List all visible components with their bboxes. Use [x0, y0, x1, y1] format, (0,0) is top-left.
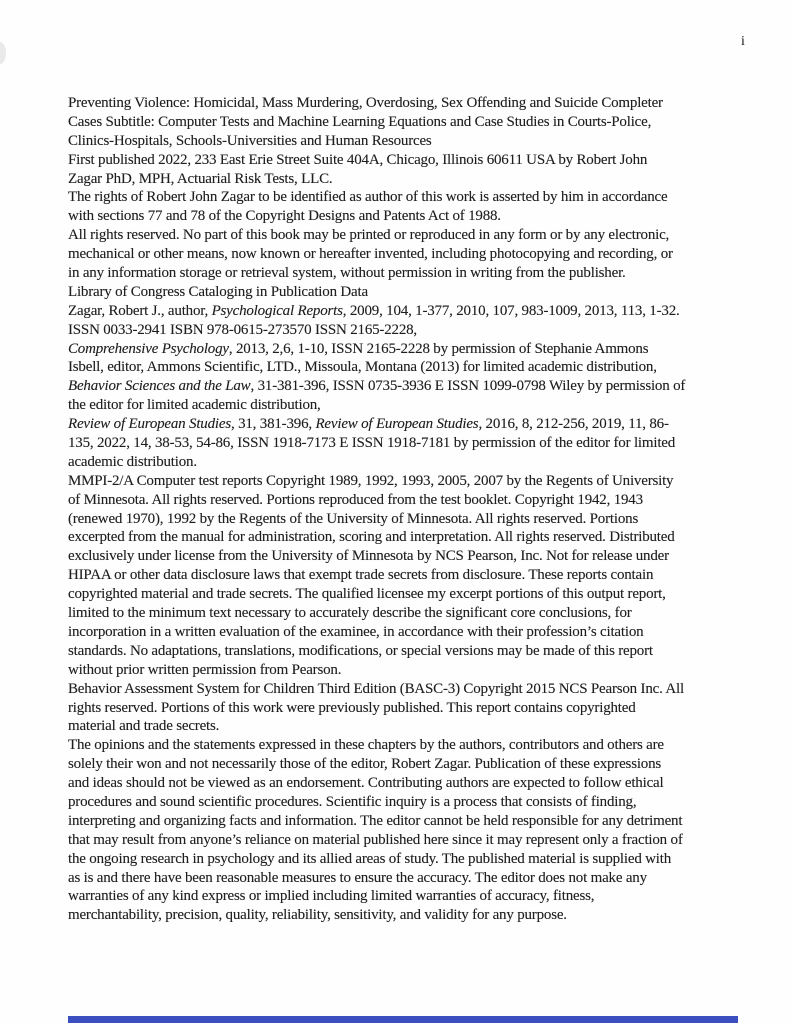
text-line: Cases Subtitle: Computer Tests and Machine Learning Equations and Case Studies in Courts-Police, — [68, 113, 652, 130]
text-line: rights reserved. Portions of this work were previously published. This report contains copyrighted — [68, 699, 636, 716]
text-line: the editor for limited academic distribution, — [68, 397, 321, 414]
text-line: standards. No adaptations, translations, modifications, or special versions may be made of this report — [68, 642, 653, 659]
text-line: Clinics-Hospitals, Schools-Universities and Human Resources — [68, 132, 432, 149]
journal-title-italic: Review of European Studies — [315, 416, 479, 433]
text-line: (renewed 1970), 1992 by the Regents of the University of Minnesota. All rights reserved. Portions — [68, 510, 639, 527]
text-line: of Minnesota. All rights reserved. Portions reproduced from the test booklet. Copyright 1942, 1943 — [68, 491, 643, 508]
text-line: warranties of any kind express or implied including limited warranties of accuracy, fitness, — [68, 888, 595, 905]
text-line: and ideas should not be viewed as an endorsement. Contributing authors are expected to follow ethical — [68, 775, 664, 792]
text-line: The opinions and the statements expressed in these chapters by the authors, contributors and others are — [68, 737, 664, 754]
text-line: copyrighted material and trade secrets. The qualified licensee my excerpt portions of this output report, — [68, 586, 666, 603]
text-line: solely their won and not necessarily those of the editor, Robert Zagar. Publication of these expressions — [68, 756, 662, 773]
text-line: MMPI-2/A Computer test reports Copyright 1989, 1992, 1993, 2005, 2007 by the Regents of University — [68, 472, 674, 489]
text-line: First published 2022, 233 East Erie Street Suite 404A, Chicago, Illinois 60611 USA by Robert John — [68, 151, 648, 168]
text-line — [68, 377, 758, 396]
page-number: i — [741, 34, 745, 49]
text-line: as is and there have been reasonable measures to ensure the accuracy. The editor does not make any — [68, 869, 647, 886]
text-line: Library of Congress Cataloging in Publication Data — [68, 283, 368, 300]
text-line: with sections 77 and 78 of the Copyright Designs and Patents Act of 1988. — [68, 208, 501, 225]
text-line: Zagar PhD, MPH, Actuarial Risk Tests, LLC. — [68, 170, 333, 187]
text-segment: , 2013, 2,6, 1-10, ISSN 2165-2228 by permission of Stephanie Ammons — [228, 340, 649, 357]
text-line: exclusively under license from the University of Minnesota by NCS Pearson, Inc. Not for release under — [68, 548, 669, 565]
text-line: that may result from anyone’s reliance on material published here since it may represent only a fraction of — [68, 831, 683, 848]
text-line: interpreting and organizing facts and information. The editor cannot be held responsible for any detriment — [68, 812, 683, 829]
text-line: Preventing Violence: Homicidal, Mass Murdering, Overdosing, Sex Offending and Suicide Completer — [68, 95, 663, 111]
text-line — [68, 415, 758, 434]
text-line: merchantability, precision, quality, reliability, sensitivity, and validity for any purpose. — [68, 907, 567, 924]
text-line: without prior written permission from Pearson. — [68, 661, 342, 678]
text-segment: , 2009, 104, 1-377, 2010, 107, 983-1009, 2013, 113, 1-32. — [342, 302, 680, 319]
bottom-accent-bar — [68, 1016, 738, 1023]
text-line: ISSN 0033-2941 ISBN 978-0615-273570 ISSN 2165-2228, — [68, 321, 417, 338]
text-segment: , 31-381-396, ISSN 0735-3936 E ISSN 1099-0798 Wiley by permission of — [250, 378, 686, 395]
text-segment: Zagar, Robert J., author, — [68, 302, 212, 319]
text-segment: , 31, 381-396, — [230, 416, 316, 433]
text-line: material and trade secrets. — [68, 718, 220, 735]
text-line: limited to the minimum text necessary to accurately describe the significant core conclusions, for — [68, 605, 632, 622]
scan-edge-artifact — [0, 42, 6, 64]
text-line: incorporation in a written evaluation of the examinee, in accordance with their profession’s citation — [68, 623, 644, 640]
text-segment: , 2016, 8, 212-256, 2019, 11, 86- — [478, 416, 669, 433]
text-line: in any information storage or retrieval system, without permission in writing from the publisher. — [68, 265, 626, 282]
text-line: All rights reserved. No part of this book may be printed or reproduced in any form or by any electronic, — [68, 227, 670, 244]
text-line — [68, 340, 758, 359]
text-line: excerpted from the manual for administration, scoring and interpretation. All rights reserved. Distributed — [68, 529, 675, 546]
text-line: academic distribution. — [68, 453, 197, 470]
text-line: The rights of Robert John Zagar to be identified as author of this work is asserted by him in accordance — [68, 189, 668, 206]
text-line: Behavior Assessment System for Children Third Edition (BASC-3) Copyright 2015 NCS Pearson Inc. All — [68, 680, 684, 697]
text-line: mechanical or other means, now known or hereafter invented, including photocopying and recording, or — [68, 246, 673, 263]
body-text — [68, 94, 758, 925]
journal-title-italic: Review of European Studies — [68, 416, 231, 433]
journal-title-italic: Behavior Sciences and the Law — [68, 378, 251, 395]
text-line: 135, 2022, 14, 38-53, 54-86, ISSN 1918-7173 E ISSN 1918-7181 by permission of the editor for limited — [68, 435, 676, 452]
text-line: Isbell, editor, Ammons Scientific, LTD., Missoula, Montana (2013) for limited academic distribution, — [68, 359, 657, 376]
journal-title-italic: Comprehensive Psychology — [68, 340, 229, 357]
text-line — [68, 302, 758, 321]
text-line: the ongoing research in psychology and its allied areas of study. The published material is supplied with — [68, 850, 672, 867]
text-line: procedures and sound scientific procedures. Scientific inquiry is a process that consists of finding, — [68, 793, 637, 810]
text-line: HIPAA or other data disclosure laws that exempt trade secrets from disclosure. These reports contain — [68, 567, 654, 584]
journal-title-italic: Psychological Reports — [211, 302, 343, 319]
